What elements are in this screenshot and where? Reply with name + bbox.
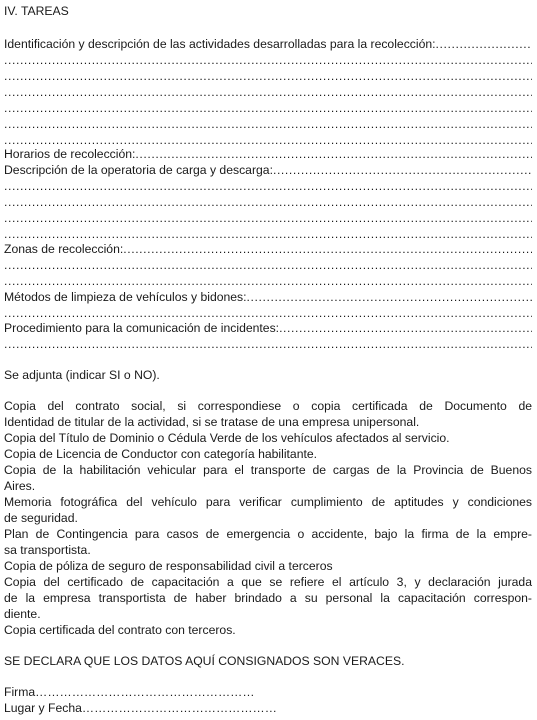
item-certificado-line3: diente.: [4, 607, 41, 621]
field-descripcion-operatoria: [4, 162, 532, 178]
item-plan-line1: Plan de Contingencia para casos de emergencia o accidente, bajo la firma de la empre-: [4, 527, 532, 541]
field-label: Zonas de recolección:: [4, 242, 124, 256]
field-label: Descripción de la operatoria de carga y descarga:: [4, 163, 273, 177]
field-label: Métodos de limpieza de vehículos y bidones:: [4, 290, 247, 304]
field-identificacion: [4, 36, 532, 52]
adjunta-intro: Se adjunta (indicar SI o NO).: [4, 368, 160, 382]
lugar-fecha-line: [4, 700, 532, 716]
item-licencia: Copia de Licencia de Conductor con categoría habilitante.: [4, 447, 318, 461]
blank-line: [4, 305, 532, 321]
blank-line: [4, 68, 532, 84]
declaracion: SE DECLARA QUE LOS DATOS AQUÍ CONSIGNADOS SON VERACES.: [4, 654, 405, 668]
field-horarios: [4, 146, 532, 162]
firma-line: [4, 684, 532, 700]
blank-line: [4, 100, 532, 116]
blank-line: [4, 116, 532, 132]
item-certificado-line2: de la empresa transportista de haber brindado a su personal la capacitación correspon-: [4, 591, 532, 605]
item-contrato-social-line2: Identidad de titular de la actividad, si se tratase de una empresa unipersonal.: [4, 415, 420, 429]
section-title: IV. TAREAS: [4, 4, 69, 18]
item-memoria-line1: Memoria fotográfica del vehículo para verificar cumplimiento de aptitudes y condiciones: [4, 495, 532, 509]
item-certificado-line1: Copia del certificado de capacitación a que se refiere el artículo 3, y declaración jurada: [4, 575, 532, 589]
blank-line: [4, 257, 532, 273]
blank-line: [4, 336, 532, 352]
field-label: Horarios de recolección:: [4, 147, 136, 161]
blank-line: [4, 52, 532, 68]
field-label: Procedimiento para la comunicación de incidentes:: [4, 321, 280, 335]
item-habilitacion-line1: Copia de la habilitación vehicular para el transporte de cargas de la Provincia de Buenos: [4, 463, 532, 477]
field-procedimiento: [4, 320, 532, 336]
item-plan-line2: sa transportista.: [4, 543, 91, 557]
blank-line: [4, 226, 532, 242]
item-titulo-dominio: Copia del Título de Dominio o Cédula Verde de los vehículos afectados al servicio.: [4, 431, 450, 445]
field-metodos-limpieza: [4, 289, 532, 305]
blank-line: [4, 194, 532, 210]
item-contrato-social-line1: Copia del contrato social, si correspondiese o copia certificada de Documento de: [4, 399, 532, 413]
blank-line: [4, 178, 532, 194]
item-memoria-line2: de seguridad.: [4, 511, 78, 525]
field-label: Identificación y descripción de las actividades desarrolladas para la recolección:: [4, 37, 436, 51]
firma-dots: ………………………………………………: [35, 685, 255, 699]
blank-line: [4, 273, 532, 289]
lugar-fecha-dots: …………………………………………: [81, 701, 277, 715]
item-poliza: Copia de póliza de seguro de responsabilidad civil a terceros: [4, 559, 333, 573]
item-habilitacion-line2: Aires.: [4, 479, 36, 493]
blank-line: [4, 210, 532, 226]
field-zonas: [4, 241, 532, 257]
lugar-fecha-label: Lugar y Fecha: [4, 701, 82, 715]
item-contrato-terceros: Copia certificada del contrato con terceros.: [4, 623, 236, 637]
blank-line: [4, 84, 532, 100]
firma-label: Firma: [4, 685, 36, 699]
